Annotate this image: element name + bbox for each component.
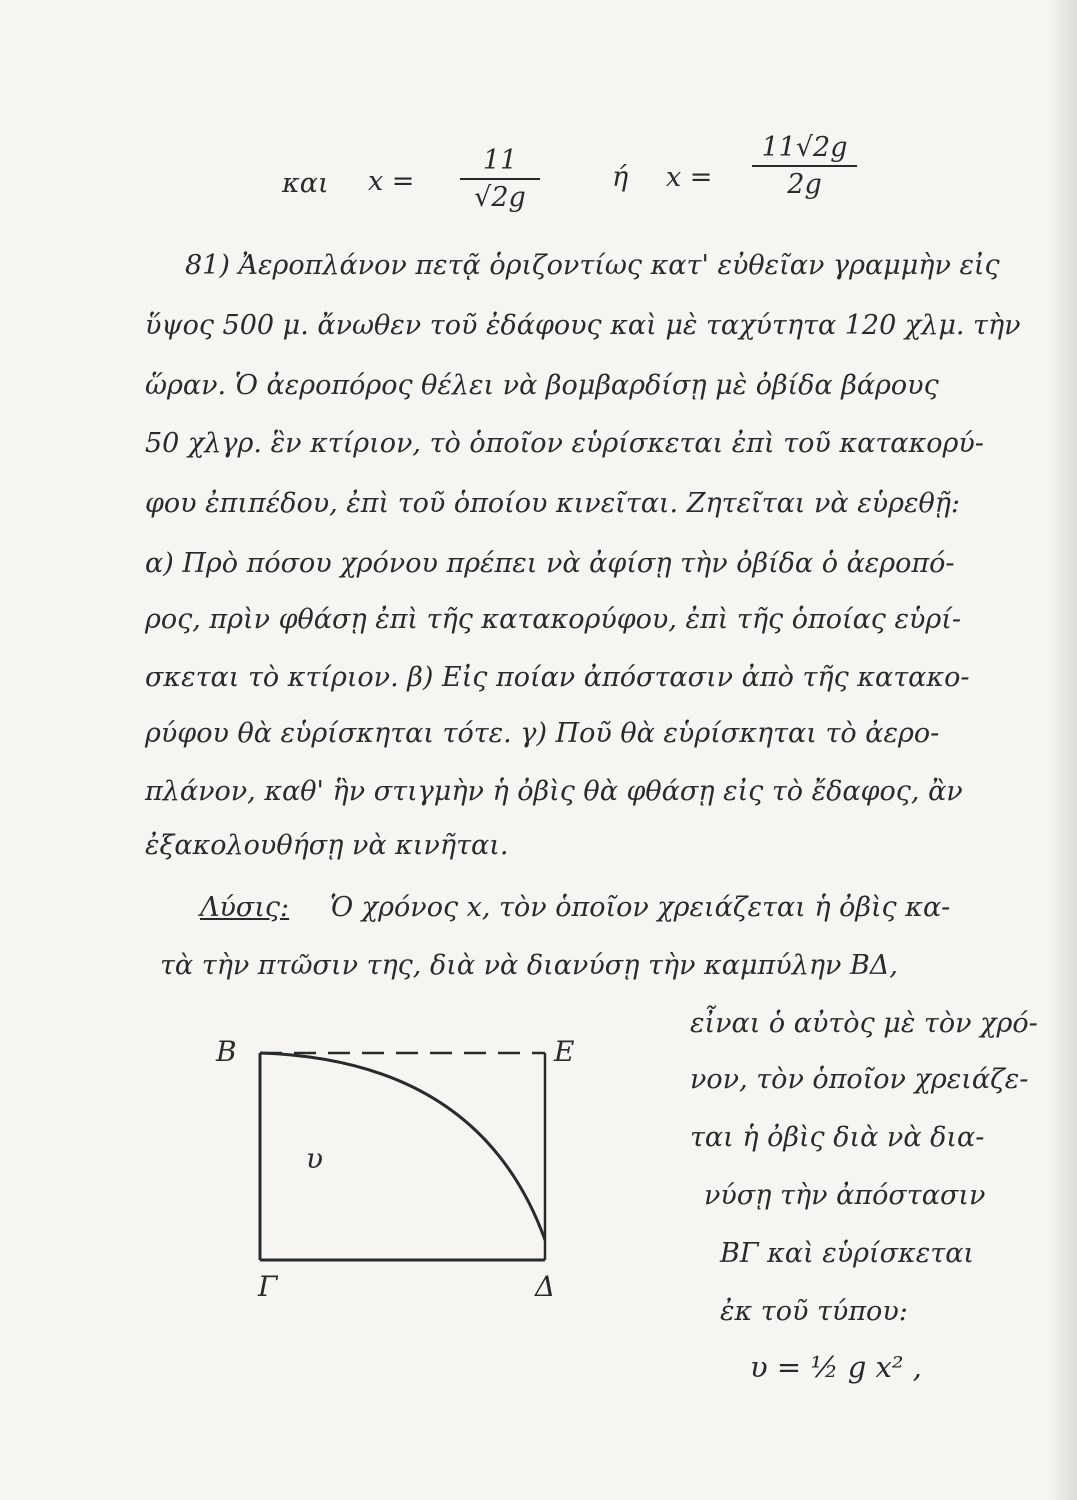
fraction-2-numerator: 11√2g: [761, 132, 848, 163]
problem-line: φου ἐπιπέδου, ἐπὶ τοῦ ὁποίου κινεῖται. Ζητεῖται νὰ εὑρεθῇ:: [145, 488, 960, 519]
solution-line: τὰ τὴν πτῶσιν της, διὰ νὰ διανύσῃ τὴν καμπύλην ΒΔ,: [160, 950, 898, 981]
fraction-1-numerator: 11: [482, 145, 518, 176]
fraction-2: [752, 132, 857, 200]
problem-line: ρος, πρὶν φθάσῃ ἐπὶ τῆς κατακορύφου, ἐπὶ τῆς ὁποίας εὑρί-: [145, 604, 961, 635]
problem-line: ὕψος 500 μ. ἄνωθεν τοῦ ἐδάφους καὶ μὲ ταχύτητα 120 χλμ. τὴν: [145, 310, 1021, 341]
diagram-label-D: Δ: [535, 1270, 556, 1303]
solution-line: ΒΓ καὶ εὑρίσκεται: [720, 1238, 975, 1269]
problem-line: 81) Ἀεροπλάνον πετᾷ ὁριζοντίως κατ' εὐθεῖαν γραμμὴν εἰς: [185, 250, 1000, 281]
fraction-1: [460, 145, 540, 213]
formula-x-eq-2: x =: [666, 162, 713, 193]
solution-line: ἐκ τοῦ τύπου:: [720, 1296, 908, 1327]
problem-line: ρύφου θὰ εὑρίσκηται τότε. γ) Ποῦ θὰ εὑρίσκηται τὸ ἀερο-: [145, 718, 940, 749]
solution-label: Λύσις:: [200, 892, 290, 923]
fraction-2-bar: [752, 165, 857, 167]
fraction-1-bar: [460, 178, 540, 180]
problem-line: 50 χλγρ. ἓν κτίριον, τὸ ὁποῖον εὑρίσκεται ἐπὶ τοῦ κατακορύ-: [145, 428, 984, 459]
problem-line: σκεται τὸ κτίριον. β) Εἰς ποίαν ἀπόστασιν ἀπὸ τῆς κατακο-: [145, 662, 970, 693]
solution-line: ται ἡ ὀβὶς διὰ νὰ δια-: [690, 1122, 985, 1153]
curve-BD: [260, 1053, 545, 1240]
diagram-label-G: Γ: [258, 1270, 278, 1303]
solution-line: εἶναι ὁ αὐτὸς μὲ τὸν χρό-: [690, 1008, 1038, 1039]
formula-or: ή: [612, 162, 629, 193]
page-edge-shadow: [1047, 0, 1077, 1500]
solution-line: νύσῃ τὴν ἀπόστασιν: [704, 1180, 986, 1211]
fraction-1-denominator: √2g: [474, 182, 526, 213]
problem-line: α) Πρὸ πόσου χρόνου πρέπει νὰ ἀφίσῃ τὴν ὀβίδα ὁ ἀεροπό-: [145, 548, 955, 579]
solution-line: Ὁ χρόνος x, τὸν ὁποῖον χρειάζεται ἡ ὀβὶς κα-: [330, 892, 951, 923]
formula-kai: και: [282, 168, 329, 199]
trajectory-diagram: [180, 1020, 600, 1320]
diagram-label-E: Ε: [554, 1035, 575, 1068]
formula-x-eq-1: x =: [368, 166, 415, 197]
diagram-label-B: Β: [216, 1035, 237, 1068]
solution-line: νον, τὸν ὁποῖον χρειάζε-: [690, 1064, 1029, 1095]
problem-line: ἐξακολουθήσῃ νὰ κινῆται.: [145, 830, 509, 861]
problem-line: πλάνον, καθ' ἣν στιγμὴν ἡ ὀβὶς θὰ φθάσῃ εἰς τὸ ἔδαφος, ἂν: [145, 776, 963, 807]
diagram-label-u: υ: [306, 1142, 324, 1175]
fraction-2-denominator: 2g: [787, 169, 822, 200]
final-formula: υ = ½ g x² ,: [750, 1350, 922, 1384]
problem-line: ὥραν. Ὁ ἀεροπόρος θέλει νὰ βομβαρδίσῃ μὲ ὀβίδα βάρους: [145, 370, 939, 401]
